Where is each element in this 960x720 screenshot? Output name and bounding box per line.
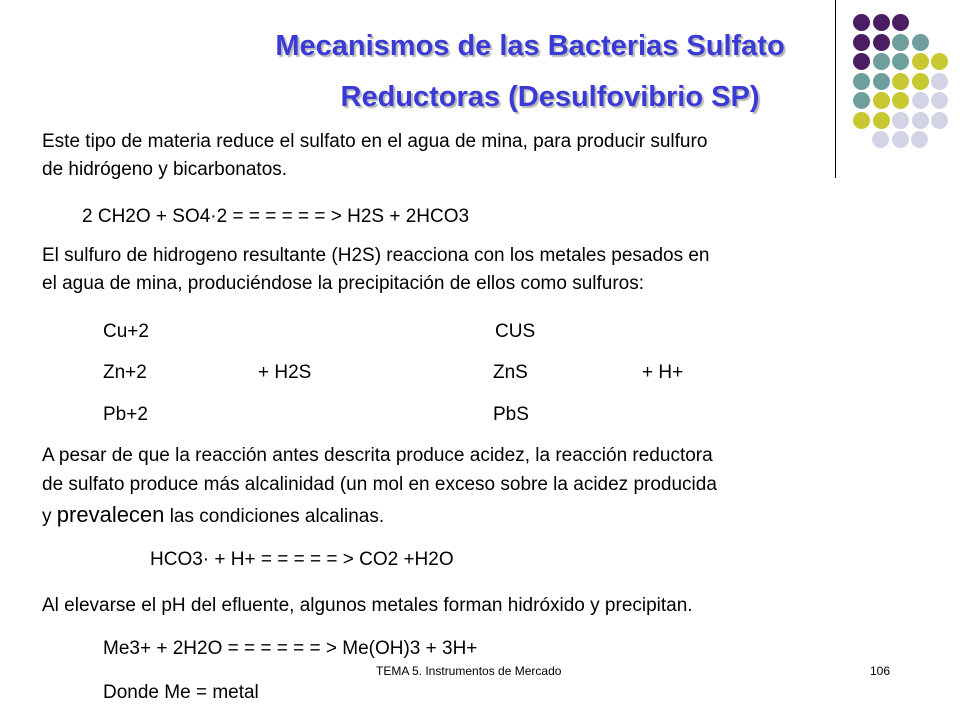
product-pbs: PbS bbox=[493, 404, 529, 425]
paragraph-1-line-2: de hidrógeno y bicarbonatos. bbox=[42, 159, 288, 180]
paragraph-1-line-1: Este tipo de materia reduce el sulfato en el agua de mina, para producir sulfuro bbox=[42, 131, 708, 152]
paragraph-3-line-2: de sulfato produce más alcalinidad (un mol en exceso sobre la acidez producida bbox=[42, 474, 717, 495]
reactant-pb: Pb+2 bbox=[103, 404, 148, 425]
decorative-dot bbox=[912, 92, 929, 109]
decorative-dot bbox=[931, 73, 948, 90]
reactant-cu: Cu+2 bbox=[103, 321, 149, 342]
paragraph-3-line-1: A pesar de que la reacción antes descrita produce acidez, la reacción reductora bbox=[42, 445, 713, 466]
paragraph-3-text-c: las condiciones alcalinas. bbox=[164, 506, 385, 527]
decorative-dot bbox=[931, 92, 948, 109]
decorative-dot bbox=[892, 112, 909, 129]
paragraph-3-emphasis: prevalecen bbox=[56, 502, 165, 527]
decorative-dot bbox=[912, 53, 929, 70]
decorative-dot bbox=[873, 34, 890, 51]
decorative-dot bbox=[892, 34, 909, 51]
decorative-dot bbox=[911, 131, 928, 148]
decorative-dot bbox=[892, 53, 909, 70]
decorative-dot bbox=[872, 131, 889, 148]
decorative-dot bbox=[873, 73, 890, 90]
decorative-dot bbox=[853, 92, 870, 109]
paragraph-2-line-1: El sulfuro de hidrogeno resultante (H2S) reacciona con los metales pesados en bbox=[42, 245, 710, 266]
page-title-line-2: Reductoras (Desulfovibrio SP) bbox=[340, 81, 760, 113]
paragraph-4: Al elevarse el pH del efluente, algunos metales forman hidróxido y precipitan. bbox=[42, 595, 693, 616]
reactant-zn: Zn+2 bbox=[103, 362, 147, 383]
divider-vertical bbox=[835, 0, 836, 178]
product-hplus: + H+ bbox=[642, 362, 684, 383]
footer-page-number: 106 bbox=[870, 664, 891, 678]
footer-label: TEMA 5. Instrumentos de Mercado bbox=[376, 664, 562, 678]
equation-3: Me3+ + 2H2O = = = = = = > Me(OH)3 + 3H+ bbox=[103, 638, 478, 659]
decorative-dot bbox=[853, 73, 870, 90]
product-cus: CUS bbox=[495, 321, 536, 342]
decorative-dot bbox=[912, 73, 929, 90]
equation-2: HCO3· + H+ = = = = = > CO2 +H2O bbox=[150, 549, 454, 570]
decorative-dot bbox=[873, 92, 890, 109]
paragraph-3-text-a: y bbox=[42, 506, 57, 527]
decorative-dot bbox=[853, 112, 870, 129]
paragraph-3-line-3 bbox=[42, 503, 384, 529]
paragraph-5: Donde Me = metal bbox=[103, 682, 259, 703]
decorative-dot bbox=[853, 34, 870, 51]
decorative-dot bbox=[912, 34, 929, 51]
decorative-dot bbox=[912, 112, 929, 129]
decorative-dot bbox=[873, 14, 890, 31]
decorative-dot bbox=[931, 53, 948, 70]
decorative-dot bbox=[892, 14, 909, 31]
decorative-dot bbox=[931, 112, 948, 129]
decorative-dot bbox=[892, 131, 909, 148]
decorative-dot bbox=[892, 92, 909, 109]
page-title-line-1: Mecanismos de las Bacterias Sulfato bbox=[275, 30, 785, 62]
decorative-dot bbox=[892, 73, 909, 90]
decorative-dot bbox=[853, 53, 870, 70]
decorative-dot bbox=[873, 112, 890, 129]
product-zns: ZnS bbox=[493, 362, 528, 383]
reactant-h2s: + H2S bbox=[258, 362, 312, 383]
equation-1: 2 CH2O + SO4·2 = = = = = = > H2S + 2HCO3 bbox=[82, 206, 470, 227]
decorative-dot bbox=[873, 53, 890, 70]
paragraph-2-line-2: el agua de mina, produciéndose la precipitación de ellos como sulfuros: bbox=[42, 273, 645, 294]
decorative-dot bbox=[853, 14, 870, 31]
